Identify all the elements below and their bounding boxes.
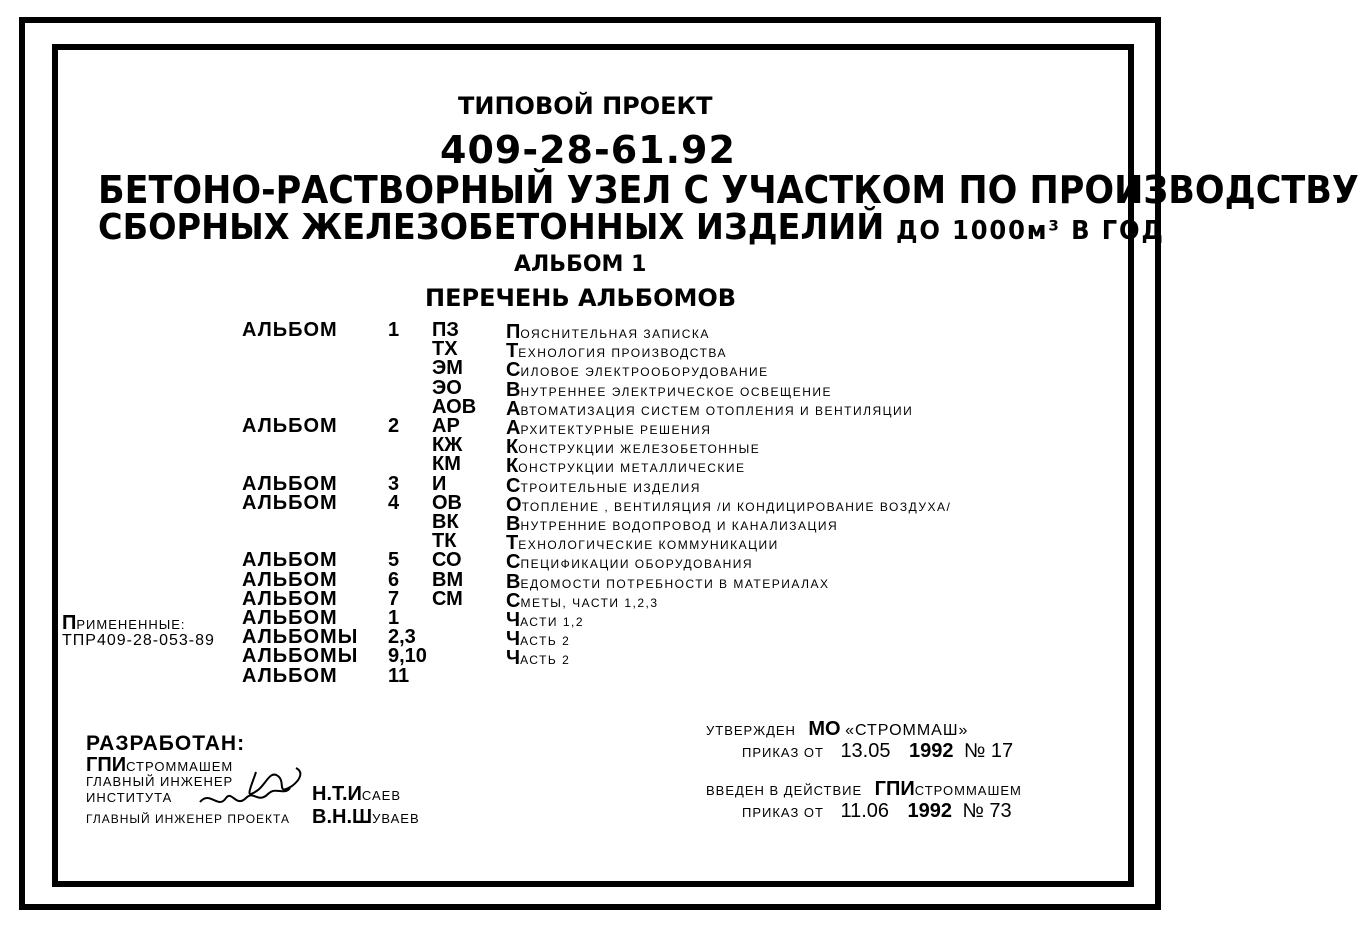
- row-description-text: ОНСТРУКЦИИ ЖЕЛЕЗОБЕТОННЫЕ: [518, 442, 761, 456]
- chief-engineer-line2: ИНСТИТУТА: [86, 790, 173, 805]
- row-number: 5: [388, 549, 400, 571]
- row-code: ОВ: [432, 492, 462, 514]
- row-description-capital: Ч: [506, 647, 521, 669]
- row-code: СМ: [432, 588, 463, 610]
- project-type: ТИПОВОЙ ПРОЕКТ: [458, 92, 713, 120]
- row-description-capital: А: [506, 398, 521, 420]
- row-description-text: ТОПЛЕНИЕ , ВЕНТИЛЯЦИЯ /И КОНДИЦИРОВАНИЕ ВОЗДУХА/: [521, 500, 952, 514]
- row-code: ЭО: [432, 377, 462, 399]
- row-description-capital: С: [506, 475, 521, 497]
- project-title-line1: БЕТОНО-РАСТВОРНЫЙ УЗЕЛ С УЧАСТКОМ ПО ПРОИЗВОДСТВУ: [98, 168, 1359, 212]
- row-album: АЛЬБОМ: [242, 492, 338, 514]
- chief-engineer-name: Н.Т.ИСАЕВ: [312, 783, 402, 805]
- project-title-line2: [98, 207, 1165, 248]
- row-code: ПЗ: [432, 319, 459, 341]
- row-description-capital: С: [506, 590, 521, 612]
- approved-line: УТВЕРЖДЕН МО «СТРОММАШ»: [706, 718, 969, 740]
- row-description-capital: С: [506, 359, 521, 381]
- developed-heading: РАЗРАБОТАН:: [86, 732, 246, 755]
- row-description-capital: О: [506, 494, 522, 516]
- row-description-text: АСТИ 1,2: [520, 615, 585, 629]
- row-album: АЛЬБОМ: [242, 473, 338, 495]
- row-description-capital: К: [506, 436, 519, 458]
- row-number: 1: [388, 319, 400, 341]
- row-description: [506, 647, 570, 670]
- row-description-capital: Ч: [506, 609, 521, 631]
- row-description-text: НУТРЕННИЕ ВОДОПРОВОД И КАНАЛИЗАЦИЯ: [520, 519, 839, 533]
- row-album: АЛЬБОМ: [242, 665, 338, 687]
- approved-order: ПРИКАЗ ОТ 13.05 1992 № 17: [742, 740, 1014, 762]
- row-description-capital: Т: [506, 532, 519, 554]
- row-description-text: МЕТЫ, ЧАСТИ 1,2,3: [520, 596, 659, 610]
- project-number: 409-28-61.92: [440, 128, 736, 172]
- row-code: АОВ: [432, 396, 477, 418]
- row-code: И: [432, 473, 447, 495]
- developed-org: ГПИСТРОММАШЕМ: [86, 754, 234, 776]
- row-album: АЛЬБОМ: [242, 607, 338, 629]
- row-album: АЛЬБОМ: [242, 569, 338, 591]
- row-album: АЛЬБОМ: [242, 319, 338, 341]
- row-description-text: ТРОИТЕЛЬНЫЕ ИЗДЕЛИЯ: [520, 481, 701, 495]
- row-album: АЛЬБОМ: [242, 415, 338, 437]
- applied-label: ПРИМЕНЕННЫЕ:: [62, 612, 186, 634]
- row-description-text: ИЛОВОЕ ЭЛЕКТРООБОРУДОВАНИЕ: [520, 365, 769, 379]
- album-title: АЛЬБОМ 1: [514, 252, 647, 277]
- row-code: ТХ: [432, 338, 458, 360]
- signatures-image: [196, 760, 308, 816]
- enacted-line: ВВЕДЕН В ДЕЙСТВИЕ ГПИСТРОММАШЕМ: [706, 778, 1022, 800]
- row-number: 2,3: [388, 626, 416, 648]
- row-code: ТК: [432, 530, 457, 552]
- row-description-text: ЕХНОЛОГИЯ ПРОИЗВОДСТВА: [518, 346, 728, 360]
- row-description-capital: С: [506, 551, 521, 573]
- row-description-capital: К: [506, 455, 519, 477]
- project-chief-engineer: ГЛАВНЫЙ ИНЖЕНЕР ПРОЕКТА: [86, 812, 290, 826]
- row-description-text: ЕДОМОСТИ ПОТРЕБНОСТИ В МАТЕРИАЛАХ: [520, 577, 830, 591]
- row-number: 3: [388, 473, 400, 495]
- row-number: 2: [388, 415, 400, 437]
- row-description-text: РХИТЕКТУРНЫЕ РЕШЕНИЯ: [520, 423, 712, 437]
- row-number: 11: [388, 665, 410, 687]
- row-description-text: ОНСТРУКЦИИ МЕТАЛЛИЧЕСКИЕ: [518, 461, 746, 475]
- row-code: АР: [432, 415, 460, 437]
- chief-engineer-line1: ГЛАВНЫЙ ИНЖЕНЕР: [86, 774, 234, 789]
- row-description-capital: П: [506, 321, 521, 343]
- list-title: ПЕРЕЧЕНЬ АЛЬБОМОВ: [425, 284, 737, 312]
- row-description-text: ОЯСНИТЕЛЬНАЯ ЗАПИСКА: [520, 327, 710, 341]
- row-code: ВК: [432, 511, 459, 533]
- row-code: КМ: [432, 453, 461, 475]
- row-description-text: ВТОМАТИЗАЦИЯ СИСТЕМ ОТОПЛЕНИЯ И ВЕНТИЛЯЦИИ: [520, 404, 914, 418]
- row-album: АЛЬБОМ: [242, 549, 338, 571]
- row-album: АЛЬБОМ: [242, 588, 338, 610]
- row-number: 9,10: [388, 645, 427, 667]
- row-description-text: ЕХНОЛОГИЧЕСКИЕ КОММУНИКАЦИИ: [518, 538, 779, 552]
- row-description-text: НУТРЕННЕЕ ЭЛЕКТРИЧЕСКОЕ ОСВЕЩЕНИЕ: [520, 385, 833, 399]
- applied-ref: ТПР409-28-053-89: [62, 632, 215, 649]
- row-album: АЛЬБОМЫ: [242, 645, 359, 667]
- row-number: 6: [388, 569, 400, 591]
- row-description-text: АСТЬ 2: [520, 634, 571, 648]
- row-description-text: АСТЬ 2: [520, 653, 571, 667]
- row-description-capital: В: [506, 571, 521, 593]
- project-title-tail: ДО 1000м³ В ГОД: [895, 216, 1165, 246]
- row-code: ЭМ: [432, 357, 463, 379]
- row-code: ВМ: [432, 569, 464, 591]
- project-chief-engineer-name: В.Н.ШУВАЕВ: [312, 806, 420, 828]
- row-description-capital: Т: [506, 340, 519, 362]
- row-number: 4: [388, 492, 400, 514]
- row-number: 1: [388, 607, 400, 629]
- row-description-capital: В: [506, 513, 521, 535]
- row-album: АЛЬБОМЫ: [242, 626, 359, 648]
- row-code: СО: [432, 549, 462, 571]
- row-number: 7: [388, 588, 400, 610]
- row-description-text: ПЕЦИФИКАЦИИ ОБОРУДОВАНИЯ: [520, 557, 754, 571]
- row-description-capital: Ч: [506, 628, 521, 650]
- row-code: КЖ: [432, 434, 463, 456]
- project-title-main: СБОРНЫХ ЖЕЛЕЗОБЕТОННЫХ ИЗДЕЛИЙ: [98, 207, 885, 248]
- row-description-capital: В: [506, 379, 521, 401]
- row-description-capital: А: [506, 417, 521, 439]
- enacted-order: ПРИКАЗ ОТ 11.06 1992 № 73: [742, 800, 1012, 822]
